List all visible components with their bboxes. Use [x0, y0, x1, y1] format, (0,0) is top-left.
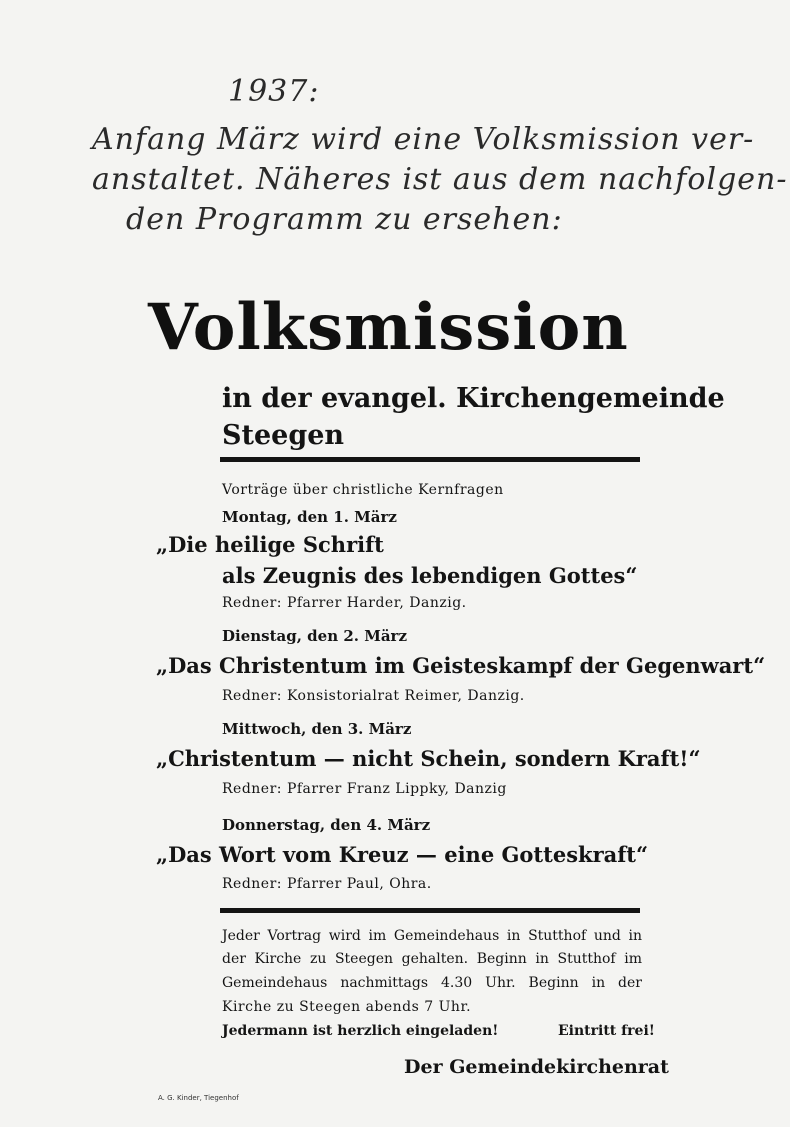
intro-text: Vorträge über christliche Kernfragen — [222, 482, 504, 498]
handwritten-note-line: anstaltet. Näheres ist aus dem nachfolgen- — [92, 162, 788, 197]
lecture-title: „Das Christentum im Geisteskampf der Gegenwart“ — [156, 653, 766, 678]
info-text-line: der Kirche zu Steegen gehalten. Beginn in Stutthof im — [222, 951, 642, 967]
poster-subtitle: in der evangel. Kirchengemeinde — [222, 383, 725, 414]
signature: Der Gemeindekirchenrat — [404, 1056, 669, 1078]
divider — [220, 457, 640, 462]
lecture-date: Donnerstag, den 4. März — [222, 816, 431, 834]
poster-title: Volksmission — [148, 290, 629, 365]
lecture-speaker: Redner: Pfarrer Harder, Danzig. — [222, 595, 467, 611]
info-text-line: Gemeindehaus nachmittags 4.30 Uhr. Beginn in der — [222, 975, 642, 991]
handwritten-year: 1937: — [228, 74, 320, 109]
lecture-title-continued: als Zeugnis des lebendigen Gottes“ — [222, 563, 638, 588]
lecture-date: Montag, den 1. März — [222, 508, 397, 526]
lecture-speaker: Redner: Pfarrer Franz Lippky, Danzig — [222, 781, 507, 797]
lecture-date: Dienstag, den 2. März — [222, 627, 407, 645]
lecture-speaker: Redner: Pfarrer Paul, Ohra. — [222, 876, 432, 892]
divider — [220, 908, 640, 913]
lecture-date: Mittwoch, den 3. März — [222, 720, 412, 738]
info-text-line: Jeder Vortrag wird im Gemeindehaus in Stutthof und in — [222, 928, 642, 944]
lecture-speaker: Redner: Konsistorialrat Reimer, Danzig. — [222, 688, 525, 704]
handwritten-note-line: den Programm zu ersehen: — [126, 202, 563, 237]
lecture-title: „Das Wort vom Kreuz — eine Gotteskraft“ — [156, 842, 649, 867]
handwritten-note-line: Anfang März wird eine Volksmission ver- — [92, 122, 755, 157]
poster-subtitle-place: Steegen — [222, 420, 345, 451]
entry-free-text: Eintritt frei! — [558, 1023, 655, 1039]
info-text-line: Kirche zu Steegen abends 7 Uhr. — [222, 999, 472, 1015]
printer-imprint: A. G. Kinder, Tiegenhof — [158, 1094, 239, 1102]
lecture-title: „Christentum — nicht Schein, sondern Kraft!“ — [156, 746, 701, 771]
lecture-title: „Die heilige Schrift — [156, 532, 384, 557]
invitation-text: Jedermann ist herzlich eingeladen! — [222, 1023, 499, 1039]
